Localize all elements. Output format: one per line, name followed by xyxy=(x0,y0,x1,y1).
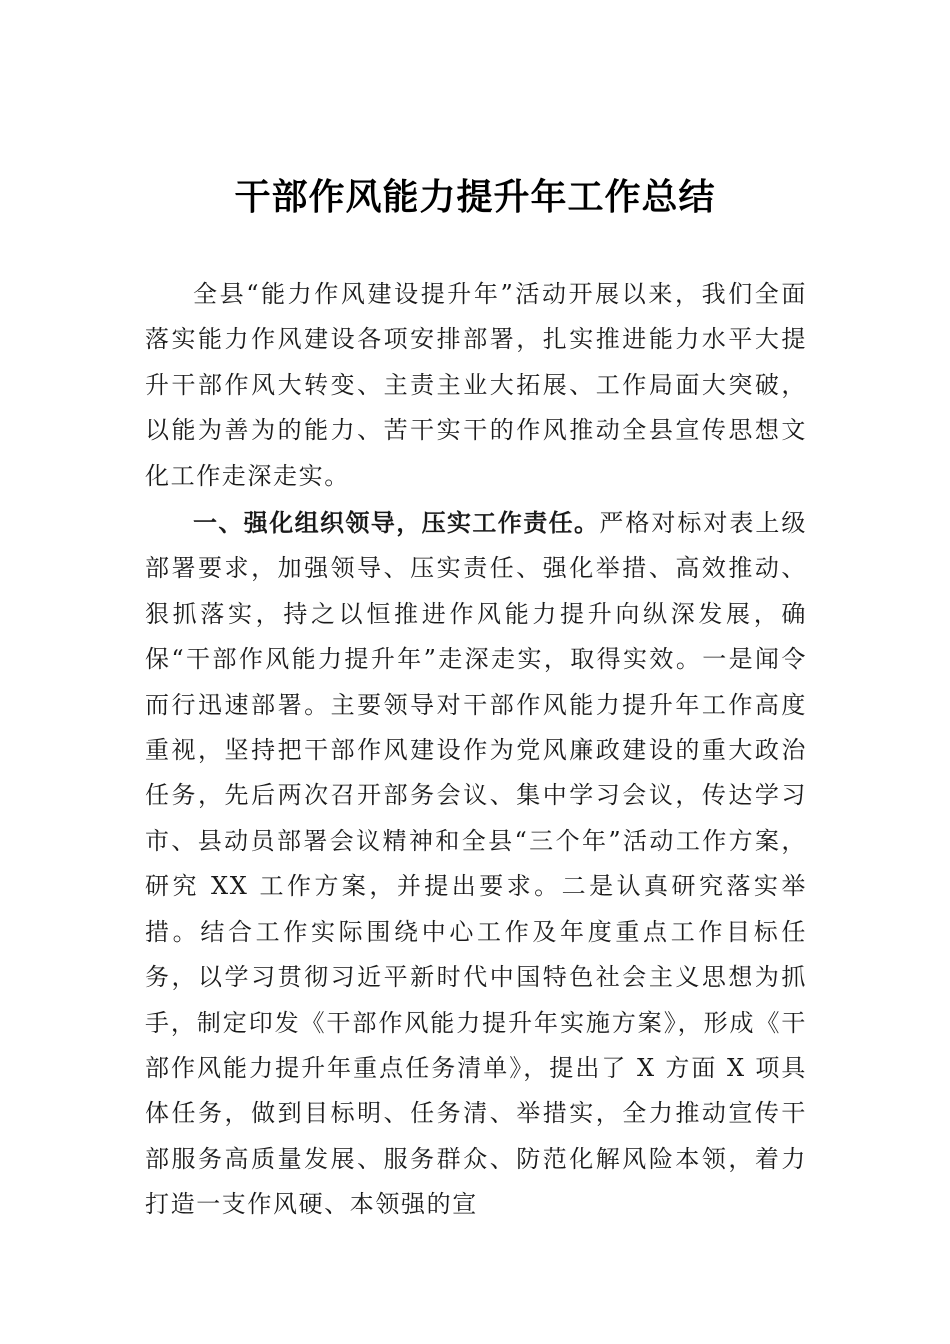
intro-paragraph: 全县“能力作风建设提升年”活动开展以来，我们全面落实能力作风建设各项安排部署，扎实推进能力水平大提升干部作风大转变、主责主业大拓展、工作局面大突破，以能为善为的能力、苦干实干的作风推动全县宣传思想文化工作走深走实。 xyxy=(145,280,807,490)
section-1-heading: 一、强化组织领导，压实工作责任。 xyxy=(193,509,600,538)
section-1-paragraph xyxy=(145,501,807,1228)
document-body xyxy=(145,272,807,1230)
document-title: 干部作风能力提升年工作总结 xyxy=(234,176,716,218)
section-1-text: 严格对标对表上级部署要求，加强领导、压实责任、强化举措、高效推动、狠抓落实，持之以恒推进作风能力提升向纵深发展，确保“干部作风能力提升年”走深走实，取得实效。一是闻令而行迅速部署。主要领导对干部作风能力提升年工作高度重视，坚持把干部作风建设作为党风廉政建设的重大政治任务，先后两次召开部务会议、集中学习会议，传达学习市、县动员部署会议精神和全县“三个年”活动工作方案，研究 XX 工作方案，并提出要求。二是认真研究落实举措。结合工作实际围绕中心工作及年度重点工作目标任务，以学习贯彻习近平新时代中国特色社会主义思想为抓手，制定印发《干部作风能力提升年实施方案》，形成《干部作风能力提升年重点任务清单》，提出了 X 方面 X 项具体任务，做到目标明、任务清、举措实，全力推动宣传干部服务高质量发展、服务群众、防范化解风险本领，着力打造一支作风硬、本领强的宣 xyxy=(145,509,807,1219)
